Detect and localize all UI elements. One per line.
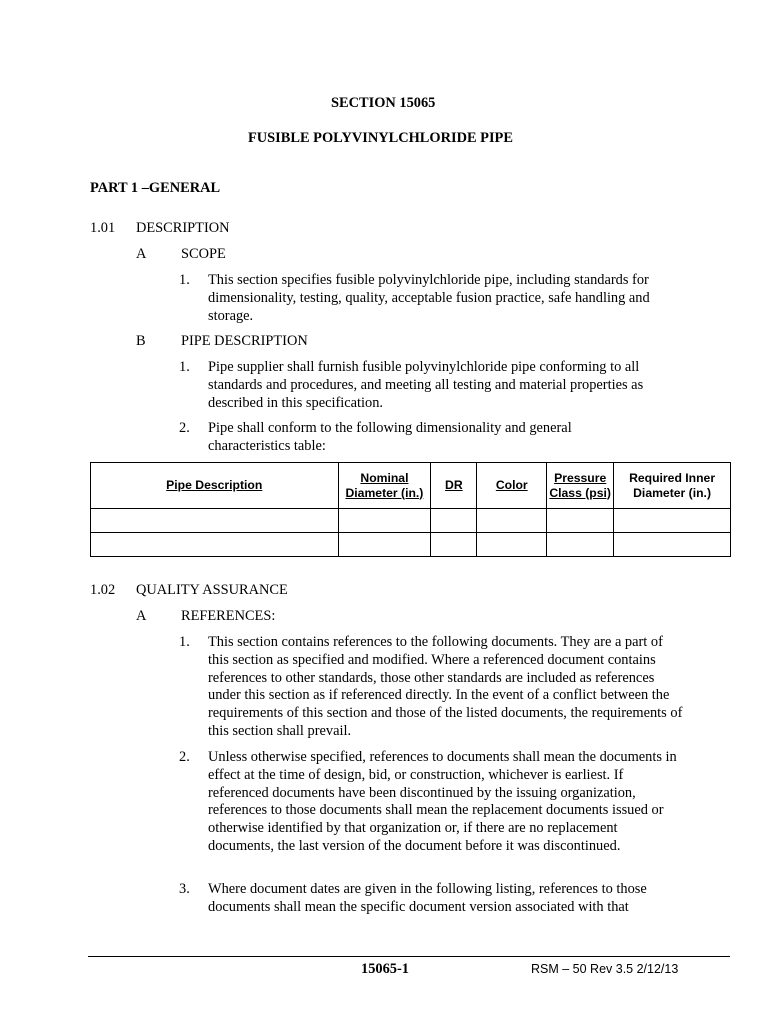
table-cell (338, 533, 431, 557)
references-paragraph-3: Where document dates are given in the following listing, references to those documents shall mean the specific document version associated with that (208, 881, 647, 915)
item-number: 2. (179, 420, 190, 436)
section-1-02-title: QUALITY ASSURANCE (136, 582, 288, 598)
table-cell (614, 533, 731, 557)
section-1-01-number: 1.01 (90, 220, 116, 236)
table-header-cell: Pressure Class (psi) (547, 463, 614, 509)
revision-label: RSM – 50 Rev 3.5 2/12/13 (531, 962, 679, 976)
table-cell (431, 509, 477, 533)
table-cell (91, 509, 339, 533)
table-cell (338, 509, 431, 533)
table-cell (547, 509, 614, 533)
item-number: 2. (179, 749, 190, 765)
document-title: FUSIBLE POLYVINYLCHLORIDE PIPE (248, 130, 513, 146)
table-cell (547, 533, 614, 557)
dimensionality-table (90, 462, 731, 557)
table-header-cell: Nominal Diameter (in.) (338, 463, 431, 509)
table-cell (477, 509, 547, 533)
subsection-b-title: PIPE DESCRIPTION (181, 333, 308, 349)
subsection-a-title: SCOPE (181, 246, 226, 262)
part-heading: PART 1 –GENERAL (90, 180, 221, 196)
item-number: 1. (179, 272, 190, 288)
table-header-cell: Pipe Description (91, 463, 339, 509)
table-cell (91, 533, 339, 557)
references-paragraph-1: This section contains references to the following documents. They are a part of this section as specified and modified. Where a referenced document contains references to other standards, those other standards are included as references under this section as if referenced directly. In the event of a conflict between the requirements of this section and those of the listed documents, the requirements of this section shall prevail. (208, 634, 683, 739)
page-number: 15065-1 (361, 961, 409, 977)
table-header-cell: Required Inner Diameter (in.) (614, 463, 731, 509)
table-header-cell: Color (477, 463, 547, 509)
references-paragraph-2: Unless otherwise specified, references to documents shall mean the documents in effect at the time of design, bid, or construction, whichever is earliest. If referenced documents have been discontinued by the issuing organization, references to those documents shall mean the replacement documents issued or otherwise identified by that organization or, if there are no replacement documents, the last version of the document before it was discontinued. (208, 749, 677, 854)
table-row (91, 509, 731, 533)
section-number: SECTION 15065 (331, 95, 436, 111)
table-cell (614, 509, 731, 533)
section-1-01-title: DESCRIPTION (136, 220, 230, 236)
table-intro-paragraph: Pipe shall conform to the following dimensionality and general characteristics table: (208, 420, 572, 454)
item-number: 1. (179, 359, 190, 375)
table-cell (431, 533, 477, 557)
scope-paragraph: This section specifies fusible polyvinylchloride pipe, including standards for dimensionality, testing, quality, acceptable fusion practice, safe handling and storage. (208, 272, 650, 324)
table-header-row (91, 463, 731, 509)
item-number: 3. (179, 881, 190, 897)
subsection-a-letter: A (136, 608, 147, 624)
subsection-a-letter: A (136, 246, 147, 262)
table-row (91, 533, 731, 557)
table-cell (477, 533, 547, 557)
item-number: 1. (179, 634, 190, 650)
pipe-description-paragraph: Pipe supplier shall furnish fusible polyvinylchloride pipe conforming to all standards and procedures, and meeting all testing and material properties as described in this specification. (208, 359, 644, 411)
subsection-a-title: REFERENCES: (181, 608, 276, 624)
section-1-02-number: 1.02 (90, 582, 116, 598)
footer-rule (88, 956, 730, 957)
subsection-b-letter: B (136, 333, 146, 349)
table-header-cell: DR (431, 463, 477, 509)
